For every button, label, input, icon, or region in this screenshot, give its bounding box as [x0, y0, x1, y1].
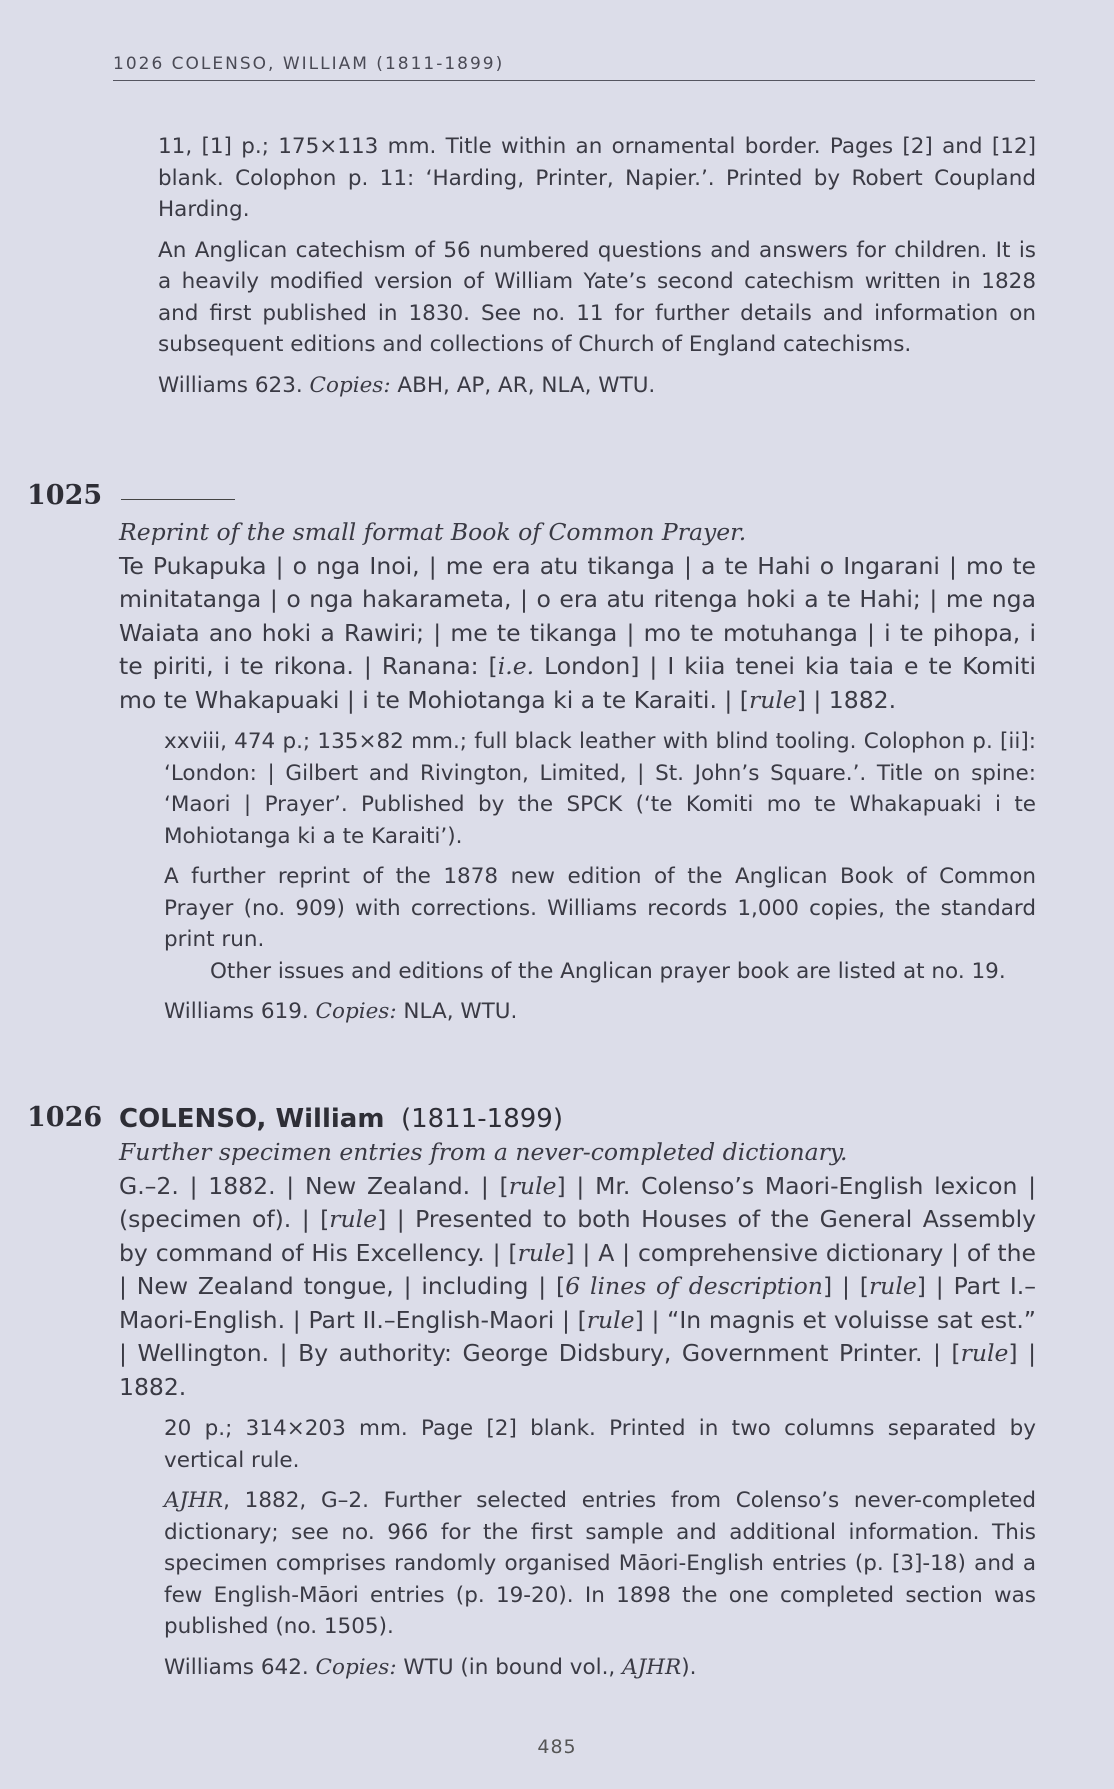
author-name: COLENSO, William: [119, 1104, 385, 1134]
page-number: 485: [537, 1736, 577, 1758]
entry-number-1025: 1025: [27, 480, 103, 511]
entry-heading: [119, 1102, 1036, 1136]
collation-text: xxviii, 474 p.; 135×82 mm.; full black leather with blind tooling. Colophon p. [ii]: ‘London: | Gilbert and Rivington, Limited, | St. John’s Square.’. Title on spine: ‘Maori | Prayer’. Published by the SPCK (‘te Komiti mo te Whakapuaki i te Mohiotanga ki a te Karaiti’).: [164, 729, 1036, 849]
entry-1024-continued: [158, 131, 1036, 410]
entry-subtitle: Reprint of the small format Book of Common Prayer.: [119, 518, 747, 546]
author-dates: (1811-1899): [400, 1104, 563, 1134]
note-text: AJHR, 1882, G–2. Further selected entries from Colenso’s never-completed dictionary; see no. 966 for the first sample and additional information. This specimen comprises randomly organised Māori-English entries (p. [3]-18) and a few English-Māori entries (p. 19-20). In 1898 the one completed section was published (no. 1505).: [164, 1488, 1036, 1639]
ditto-dash: [119, 482, 1036, 516]
entry-1025: [119, 482, 1036, 1037]
ditto-rule: [121, 499, 235, 500]
reference-line: Williams 642. Copies: WTU (in bound vol., AJHR).: [164, 1654, 697, 1680]
note-text: An Anglican catechism of 56 numbered questions and answers for children. It is a heavily modified version of William Yate’s second catechism written in 1828 and first published in 1830. See no. 11 for further details and information on subsequent editions and collections of Church of England catechisms.: [158, 237, 1036, 357]
entry-subtitle: Further specimen entries from a never-completed dictionary.: [119, 1138, 848, 1166]
reference-line: Williams 623. Copies: ABH, AP, AR, NLA, WTU.: [158, 372, 656, 398]
entry-number-1026: 1026: [27, 1102, 103, 1133]
reference-line: Williams 619. Copies: NLA, WTU.: [164, 999, 518, 1024]
running-head: 1026 COLENSO, WILLIAM (1811-1899): [113, 54, 1035, 81]
collation-text: 11, [1] p.; 175×113 mm. Title within an ornamental border. Pages [2] and [12] blank. Colophon p. 11: ‘Harding, Printer, Napier.’. Printed by Robert Coupland Harding.: [158, 134, 1036, 222]
title-transcription: Te Pukapuka | o nga Inoi, | me era atu tikanga | a te Hahi o Ingarani | mo te minitatanga | o nga hakarameta, | o era atu ritenga hoki a te Hahi; | me nga Waiata ano hoki a Rawiri; | me te tikanga | mo te motuhanga | i te pihopa, i te piriti, i te rikona. | Ranana: [i.e. London] | I kiia tenei kia taia e te Komiti mo te Whakapuaki | i te Mohiotanga ki a te Karaiti. | [rule] | 1882.: [119, 551, 1036, 714]
note-text: A further reprint of the 1878 new edition of the Anglican Book of Common Prayer (no. 909) with corrections. Williams records 1,000 copies, the standard print run.: [164, 864, 1036, 952]
entry-1026: [119, 1102, 1036, 1692]
title-transcription: G.–2. | 1882. | New Zealand. | [rule] | Mr. Colenso’s Maori-English lexicon | (specimen of). | [rule] | Presented to both Houses of the General Assembly by command of His Excellency. | [rule] | A | comprehensive dictionary | of the | New Zealand tongue, | including | [6 lines of description] | [rule] | Part I.–Maori-English. | Part II.–English-Maori | [rule] | “In magnis et voluisse sat est.” | Wellington. | By authority: George Didsbury, Government Printer. | [rule] | 1882.: [119, 1171, 1037, 1401]
note-text-continued: Other issues and editions of the Anglican prayer book are listed at no. 19.: [210, 958, 1006, 984]
collation-text: 20 p.; 314×203 mm. Page [2] blank. Printed in two columns separated by vertical rule.: [164, 1416, 1036, 1473]
